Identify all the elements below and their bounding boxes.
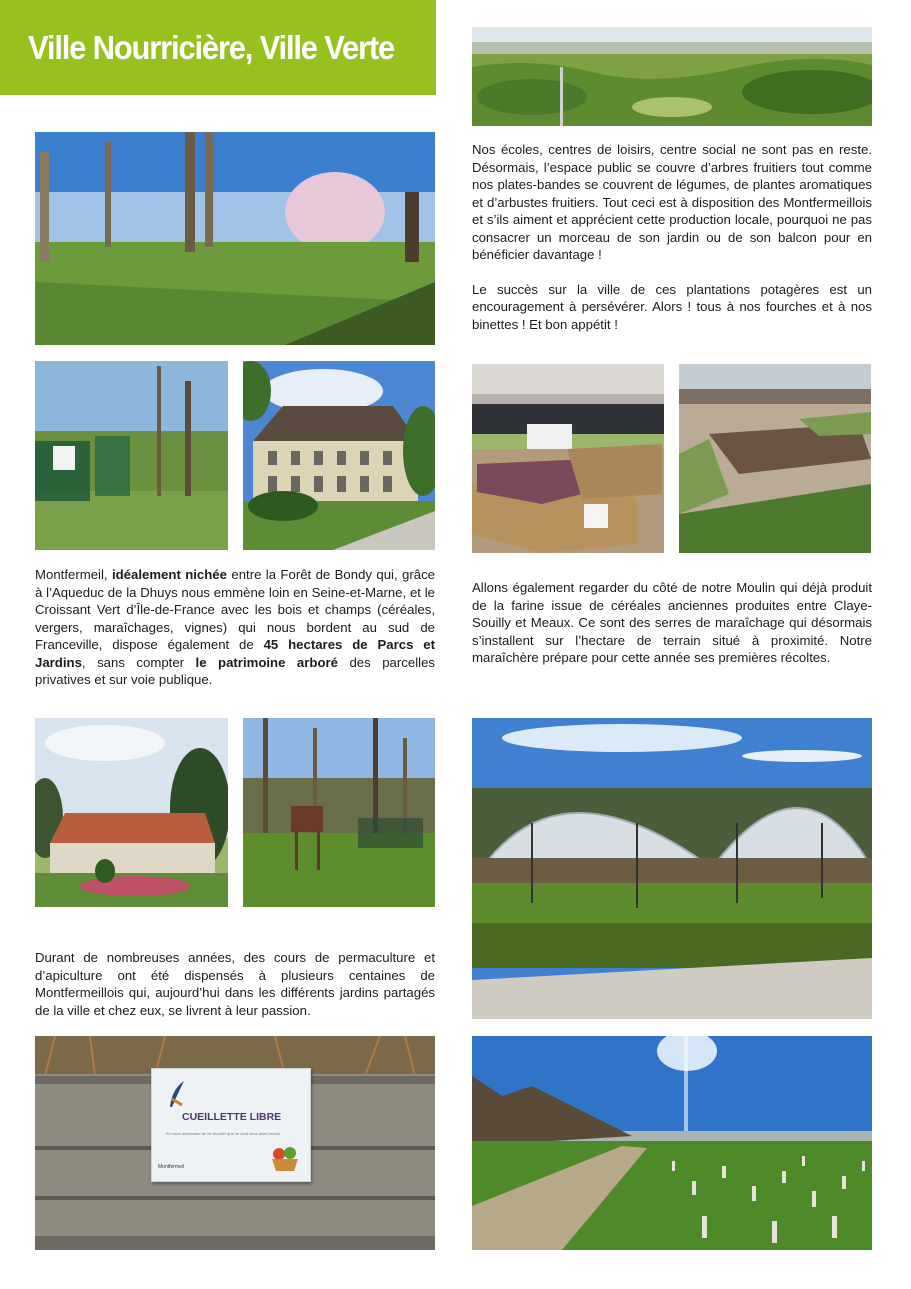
- paragraph-schools: Nos écoles, centres de loisirs, centre social ne sont pas en reste. Désormais, l’espace public se couvre d’arbres fruitiers tout comme nos plates-bandes se couvrent de légumes, de plantes aromatiques et d’arbustes fruitiers. Tout ceci est à disposition des Montfermeillois et s’ils aiment et apprécient cette production locale, pourquoi ne pas consacrer un morceau de son jardin ou de son balcon pour en bénéficier davantage !: [472, 142, 872, 262]
- photo-raised-beds: [472, 364, 664, 553]
- photo-park-trees: [35, 132, 435, 345]
- photo-park-gate: [35, 361, 228, 550]
- p3-part-c: entre la Forêt de Bondy qui, grâce à l’Aqueduc de la Dhuys nous emmène loin en Seine-et-Marne, et le Croissant Vert d’Île-de-France avec les bois et champs (céréales, vergers, maraîchages, vignes) qui nous bordent au sud de Franceville, dispose également de: [35, 567, 436, 652]
- page-title: Ville Nourricière, Ville Verte: [28, 28, 395, 66]
- leaf-logo-icon: [168, 1079, 186, 1109]
- photo-landscape-view: [472, 27, 872, 126]
- p3-part-g: des parcelles privatives et sur voie publique.: [35, 654, 435, 687]
- sign-brand: Montfermeil: [158, 1164, 185, 1170]
- p3-bold-hectares: 45 hectares de Parcs et Jardins: [35, 637, 435, 670]
- cueillette-sign-card: [151, 1068, 311, 1182]
- photo-manor-house: [243, 361, 435, 550]
- photo-cueillette-sign: [35, 1036, 435, 1250]
- paragraph-success: Le succès sur la ville de ces plantations potagères est un encouragement à persévérer. Alors ! tous à nos fourches et à nos binettes ! Et bon appétit !: [472, 281, 872, 332]
- intro-text: [472, 141, 872, 350]
- photo-young-orchard: [472, 1036, 872, 1250]
- sign-subtitle: En vous remerciant de ne récolter que ce dont vous avez besoin.: [166, 1131, 282, 1136]
- p3-part-e: , sans compter: [81, 654, 196, 670]
- paragraph-moulin: Allons également regarder du côté de notre Moulin qui déjà produit de la farine issue de céréales anciennes produites entre Claye-Souilly et Meaux. Ce sont des serres de maraîchage qui désormais s’installent sur l’hectare de terrain situé à proximité. Notre maraîchère prépare pour cette année ses premières récoltes.: [472, 580, 872, 665]
- paragraph-montfermeil: [35, 566, 435, 689]
- photo-greenhouses: [472, 718, 872, 1019]
- p3-bold-nichee: idéalement nichée: [111, 567, 227, 582]
- paragraph-permaculture: Durant de nombreuses années, des cours de permaculture et d’apiculture ont été dispensés à plusieurs centaines de Montfermeillois qui, aujourd’hui dans les différents jardins partagés de la ville et chez eux, se livrent à leur passion.: [35, 950, 435, 1018]
- title-banner: [0, 0, 436, 95]
- p3-part-a: Montfermeil,: [35, 567, 112, 582]
- vegetable-basket-icon: [270, 1145, 300, 1173]
- photo-red-roof-house: [35, 718, 228, 907]
- photo-shared-garden: [679, 364, 871, 553]
- p3-bold-patrimoine: le patrimoine arboré: [195, 654, 338, 670]
- photo-forest-sign: [243, 718, 435, 907]
- sign-title: CUEILLETTE LIBRE: [182, 1111, 282, 1123]
